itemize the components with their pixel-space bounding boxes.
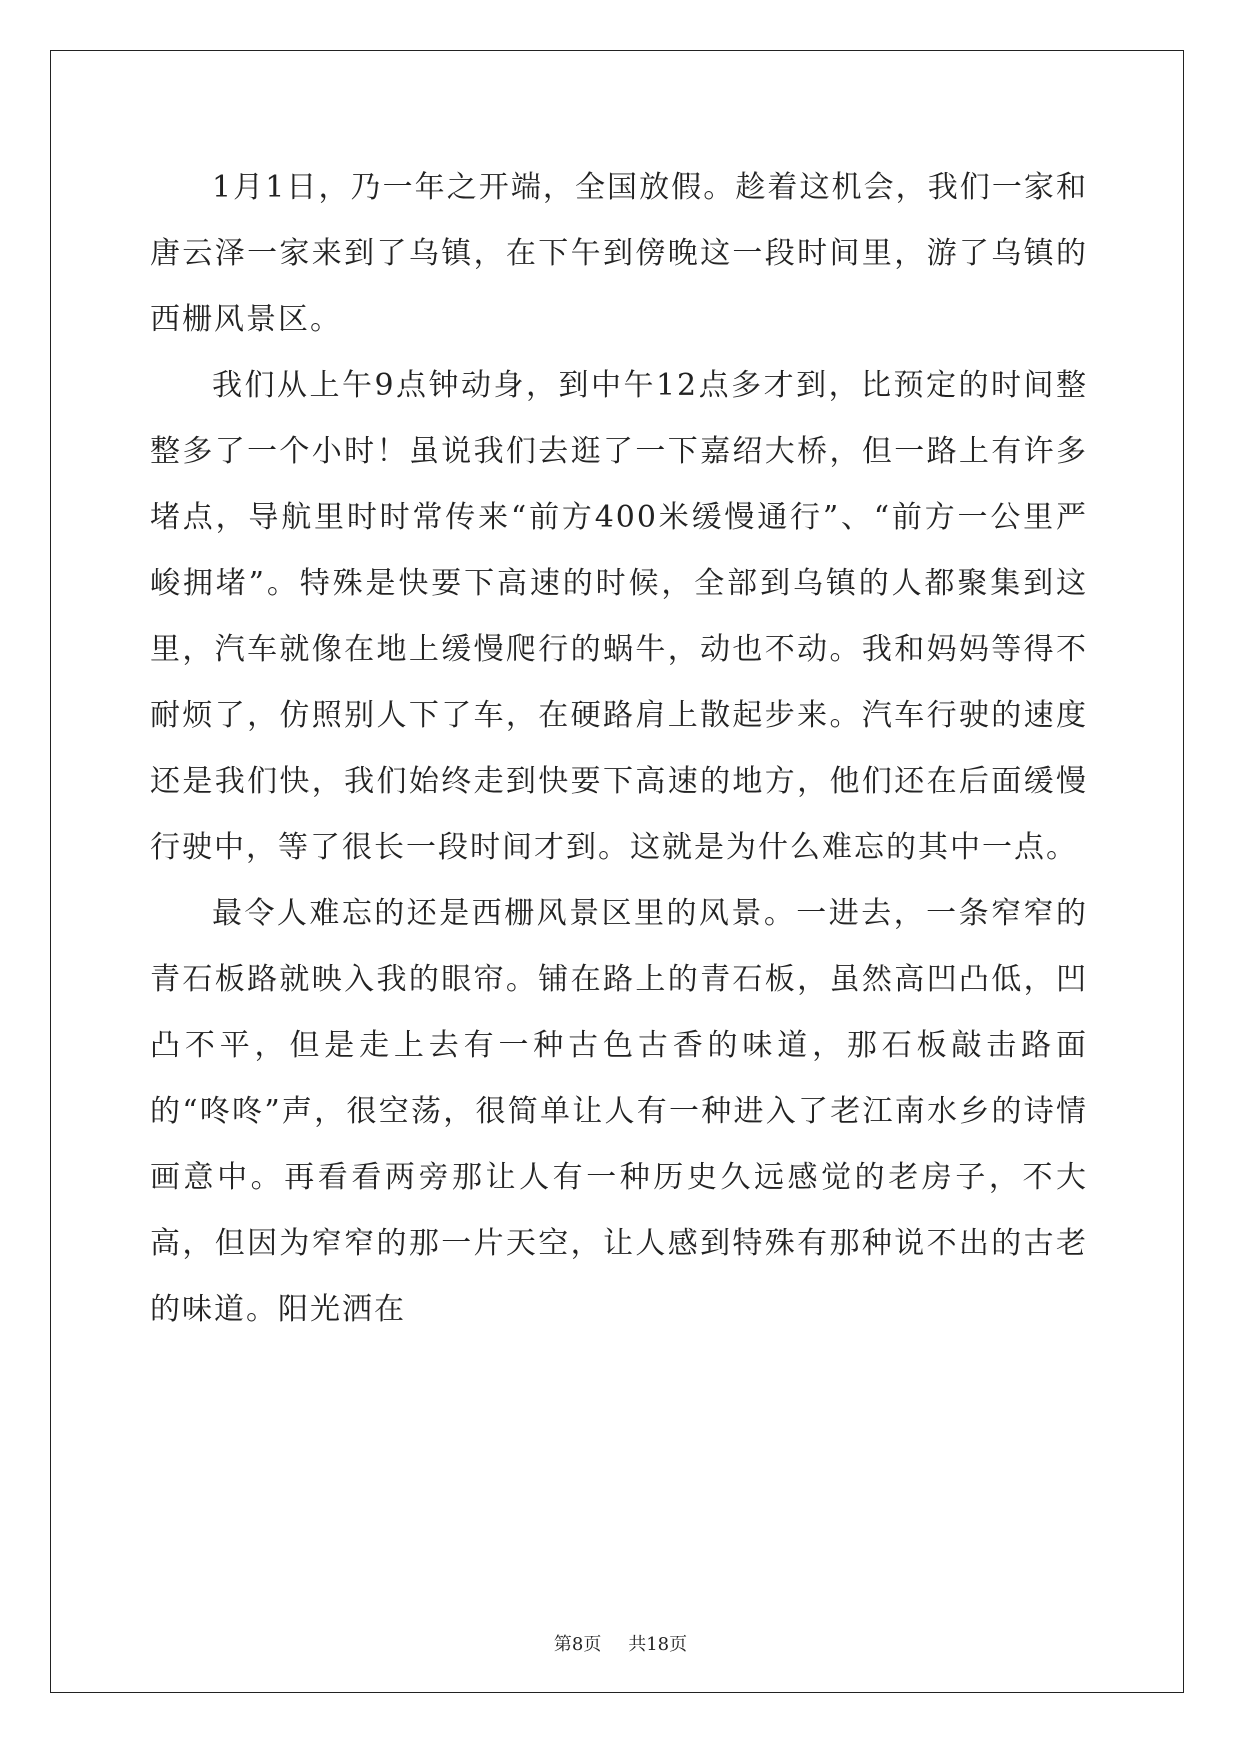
paragraph-3: 最令人难忘的还是西栅风景区里的风景。一进去，一条窄窄的青石板路就映入我的眼帘。铺在路上的青石板，虽然高凹凸低，凹凸不平，但是走上去有一种古色古香的味道，那石板敲击路面的“咚咚”声，很空荡，很简单让人有一种进入了老江南水乡的诗情画意中。再看看两旁那让人有一种历史久远感觉的老房子，不大高，但因为窄窄的那一片天空，让人感到特殊有那种说不出的古老的味道。阳光洒在	[150, 896, 1088, 1327]
page-total: 共18页	[628, 1634, 688, 1655]
paragraph-2: 我们从上午9点钟动身，到中午12点多才到，比预定的时间整整多了一个小时！虽说我们去逛了一下嘉绍大桥，但一路上有许多堵点，导航里时时常传来“前方400米缓慢通行”、“前方一公里严峻拥堵”。特殊是快要下高速的时候，全部到乌镇的人都聚集到这里，汽车就像在地上缓慢爬行的蜗牛，动也不动。我和妈妈等得不耐烦了，仿照别人下了车，在硬路肩上散起步来。汽车行驶的速度还是我们快，我们始终走到快要下高速的地方，他们还在后面缓慢行驶中，等了很长一段时间才到。这就是为什么难忘的其中一点。	[150, 368, 1088, 865]
document-body	[150, 155, 1088, 1343]
page-footer	[0, 1630, 1241, 1656]
paragraph-1: 1月1日，乃一年之开端，全国放假。趁着这机会，我们一家和唐云泽一家来到了乌镇，在下午到傍晚这一段时间里，游了乌镇的西栅风景区。	[150, 170, 1088, 337]
page-number: 第8页	[553, 1634, 602, 1655]
